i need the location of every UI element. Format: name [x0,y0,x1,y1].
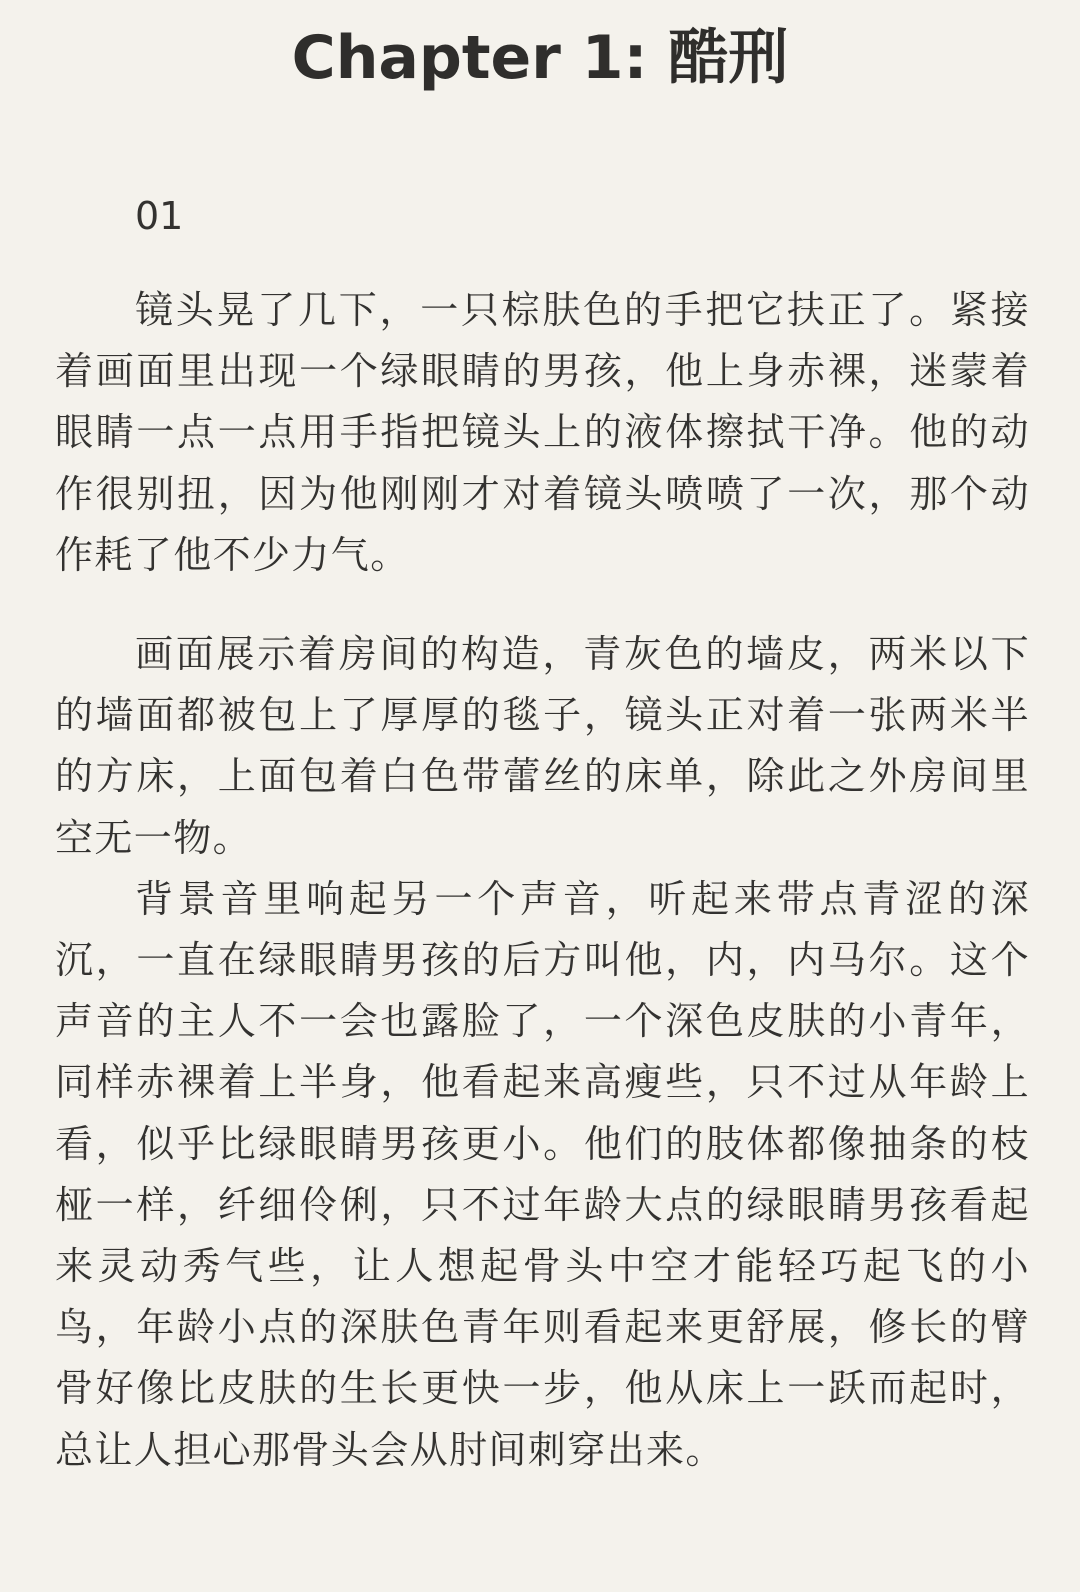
section-number: 01 [135,194,184,238]
chapter-body [55,188,1030,1481]
chapter-title: Chapter 1: 酷刑 [291,23,789,93]
paragraph: 画面展示着房间的构造，青灰色的墙皮，两米以下的墙面都被包上了厚厚的毯子，镜头正对着一张两米半的方床，上面包着白色带蕾丝的床单，除此之外房间里空无一物。 [55,632,1030,860]
paragraph: 镜头晃了几下，一只棕肤色的手把它扶正了。紧接着画面里出现一个绿眼睛的男孩，他上身赤裸，迷蒙着眼睛一点一点用手指把镜头上的液体擦拭干净。他的动作很别扭，因为他刚刚才对着镜头喷喷了一次，那个动作耗了他不少力气。 [55,288,1030,577]
paragraph: 背景音里响起另一个声音，听起来带点青涩的深沉，一直在绿眼睛男孩的后方叫他，内，内马尔。这个声音的主人不一会也露脸了，一个深色皮肤的小青年，同样赤裸着上半身，他看起来高瘦些，只不过从年龄上看，似乎比绿眼睛男孩更小。他们的肢体都像抽条的枝桠一样，纤细伶俐，只不过年龄大点的绿眼睛男孩看起来灵动秀气些，让人想起骨头中空才能轻巧起飞的小鸟，年龄小点的深肤色青年则看起来更舒展，修长的臂骨好像比皮肤的生长更快一步，他从床上一跃而起时，总让人担心那骨头会从肘间刺穿出来。 [55,876,1030,1472]
